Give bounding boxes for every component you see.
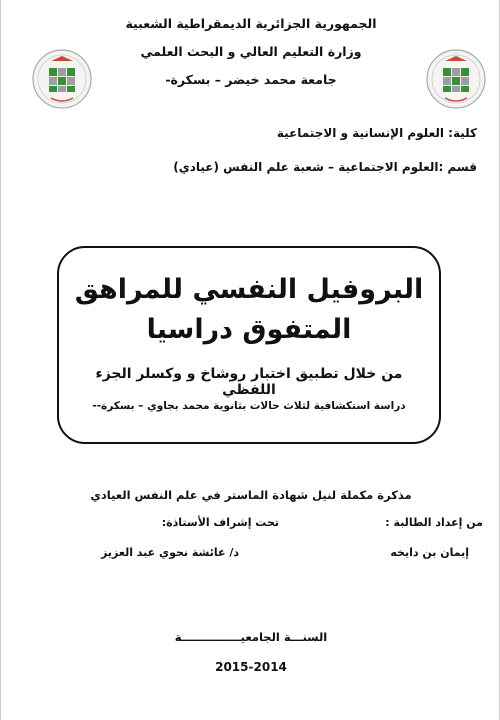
- title-frame: [57, 246, 441, 444]
- department-line: قسم :العلوم الاجتماعية – شعبة علم النفس (عيادي): [173, 160, 477, 174]
- university-seal-icon: [31, 48, 93, 110]
- student-name: إيمان بن دايخه: [390, 546, 469, 559]
- student-label: من إعداد الطالبة :: [385, 516, 483, 529]
- academic-year-value: 2015-2014: [215, 660, 287, 674]
- study-description: دراسة استكشافية لثلاث حالات بثانوية محمد بجاوي – بسكرة--: [92, 400, 406, 412]
- faculty-line: كلية: العلوم الإنسانية و الاجتماعية: [276, 126, 477, 140]
- university-logo-left: [31, 48, 93, 110]
- header-republic: الجمهورية الجزائرية الديمقراطية الشعبية: [125, 16, 377, 31]
- memo-line: مذكرة مكملة لنيل شهادة الماستر في علم النفس العيادي: [90, 488, 412, 502]
- supervisor-label: تحت إشراف الأستاذة:: [161, 516, 279, 529]
- thesis-title-line-2: المتفوق دراسيا: [146, 314, 352, 345]
- university-logo-right: [425, 48, 487, 110]
- academic-year-label: السنـــة الجامعيـــــــــــــــة: [174, 630, 328, 644]
- university-seal-icon: [425, 48, 487, 110]
- header-ministry: وزارة التعليم العالي و البحث العلمي: [140, 44, 362, 59]
- header-university: جامعة محمد خيضر – بسكرة-: [165, 72, 337, 87]
- supervisor-name: د/ عائشة نحوي عبد العزيز: [101, 546, 239, 559]
- thesis-subtitle: من خلال تطبيق اختبار روشاخ و وكسلر الجزء اللفظي: [95, 366, 403, 398]
- thesis-title-line-1: البروفيل النفسي للمراهق: [74, 274, 424, 305]
